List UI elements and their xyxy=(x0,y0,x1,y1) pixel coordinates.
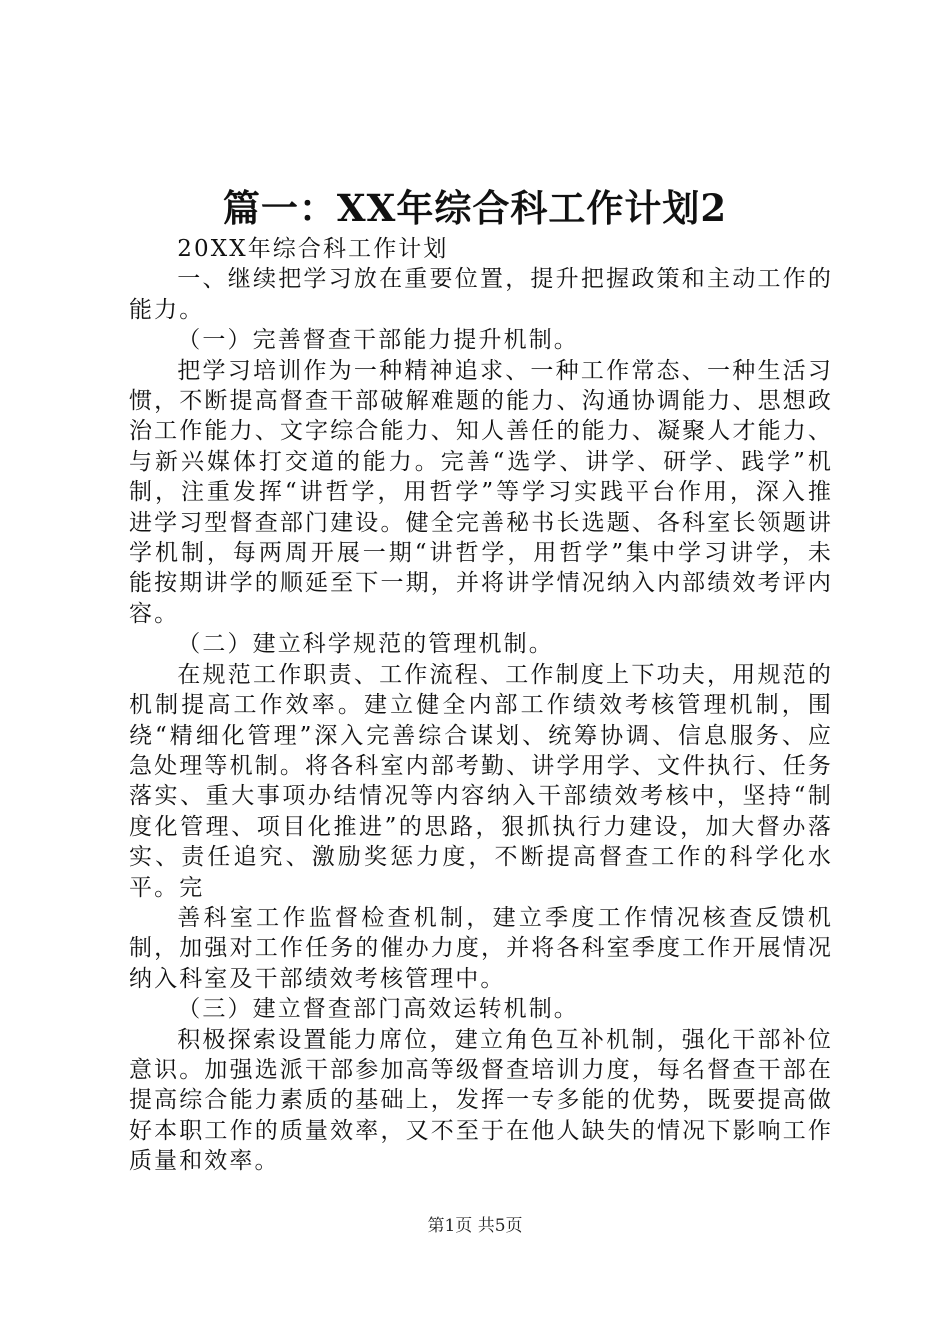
paragraph-subsection-one: （一）完善督查干部能力提升机制。 xyxy=(177,327,579,354)
page-footer: 第1页 共5页 xyxy=(427,1216,523,1236)
paragraph-section-one: 一、继续把学习放在重要位置，提升把握政策和主动工作的能力。 xyxy=(129,266,833,323)
paragraph-subsection-three: （三）建立督查部门高效运转机制。 xyxy=(177,996,579,1023)
paragraph-training: 把学习培训作为一种精神追求、一种工作常态、一种生活习惯，不断提高督查干部破解难题的能力、沟通协调能力、思想政治工作能力、文字综合能力、知人善任的能力、凝聚人才能力、与新兴媒体打交道的能力。完善“选学、讲学、研学、践学”机制，注重发挥“讲哲学，用哲学”等学习实践平台作用，深入推进学习型督查部门建设。健全完善秘书长选题、各科室长领题讲学机制，每两周开展一期“讲哲学，用哲学”集中学习讲学，未能按期讲学的顺延至下一期，并将讲学情况纳入内部绩效考评内容。 xyxy=(129,357,833,627)
document-body xyxy=(129,234,833,1177)
paragraph-plan-heading: 20XX年综合科工作计划 xyxy=(177,236,449,262)
document-title: 篇一：XX年综合科工作计划2 xyxy=(222,186,728,230)
paragraph-supervision: 善科室工作监督检查机制，建立季度工作情况核查反馈机制，加强对工作任务的催办力度，并将各科室季度工作开展情况纳入科室及干部绩效考核管理中。 xyxy=(129,904,833,992)
paragraph-efficiency: 积极探索设置能力席位，建立角色互补机制，强化干部补位意识。加强选派干部参加高等级督查培训力度，每名督查干部在提高综合能力素质的基础上，发挥一专多能的优势，既要提高做好本职工作的质量效率，又不至于在他人缺失的情况下影响工作质量和效率。 xyxy=(129,1026,833,1175)
paragraph-management: 在规范工作职责、工作流程、工作制度上下功夫，用规范的机制提高工作效率。建立健全内部工作绩效考核管理机制，围绕“精细化管理”深入完善综合谋划、统筹协调、信息服务、应急处理等机制。将各科室内部考勤、讲学用学、文件执行、任务落实、重大事项办结情况等内容纳入干部绩效考核中，坚持“制度化管理、项目化推进”的思路，狠抓执行力建设，加大督办落实、责任追究、激励奖惩力度，不断提高督查工作的科学化水平。完 xyxy=(129,661,833,901)
paragraph-subsection-two: （二）建立科学规范的管理机制。 xyxy=(177,631,554,658)
